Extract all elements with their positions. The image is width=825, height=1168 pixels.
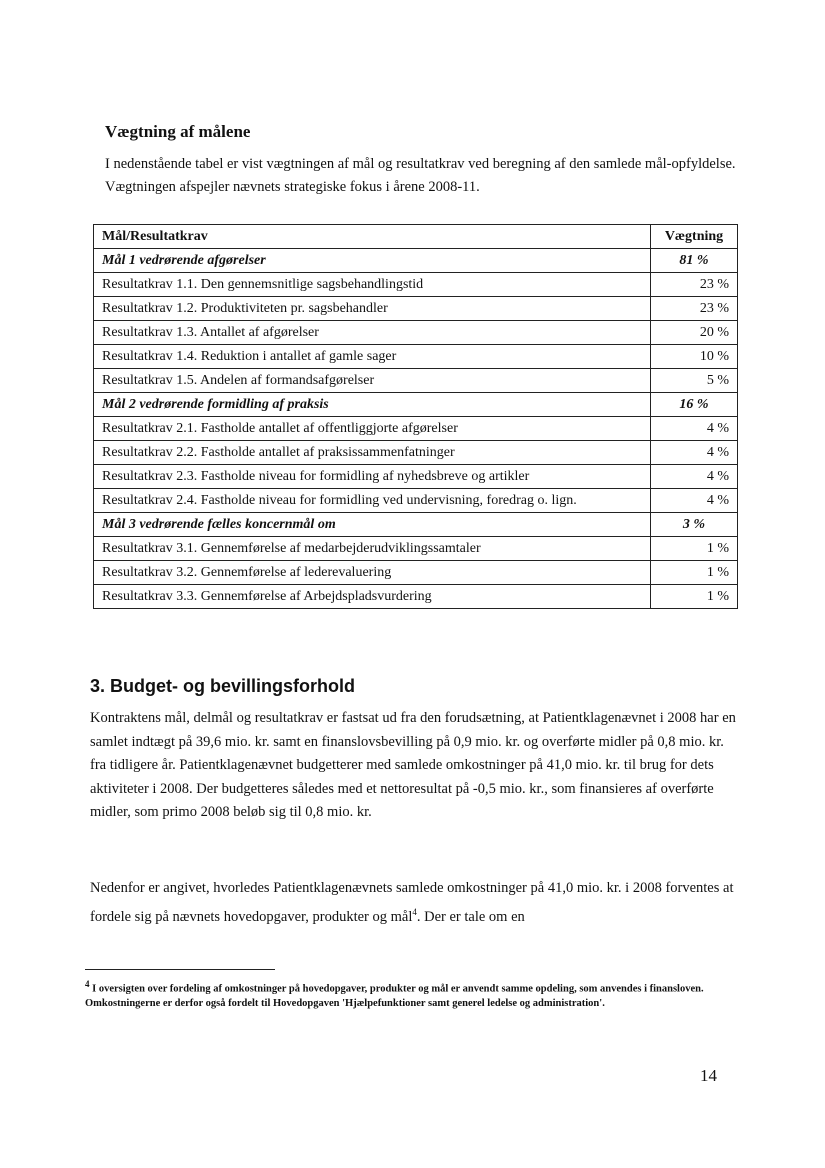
row-label: Resultatkrav 3.1. Gennemførelse af medarbejderudviklingssamtaler (94, 537, 651, 561)
goal-row (94, 393, 738, 417)
row-label: Resultatkrav 1.5. Andelen af formandsafgørelser (94, 369, 651, 393)
requirement-row (94, 297, 738, 321)
row-label: Resultatkrav 1.4. Reduktion i antallet af gamle sager (94, 345, 651, 369)
row-weight: 23 % (651, 297, 738, 321)
row-weight: 20 % (651, 321, 738, 345)
requirement-row (94, 561, 738, 585)
section-heading: Vægtning af målene (105, 122, 251, 141)
row-weight: 3 % (651, 513, 738, 537)
requirement-row (94, 321, 738, 345)
table-header-row (94, 225, 738, 249)
requirement-row (94, 537, 738, 561)
footnote-text: I oversigten over fordeling af omkostninger på hovedopgaver, produkter og mål er anvendt samme opdeling, som anvendes i finansloven. Omkostningerne er derfor også fordelt til Hovedopgaven 'Hjælpefunktioner samt generel ledelse og administration'. (85, 983, 704, 1009)
paragraph-text: Nedenfor er angivet, hvorledes Patientklagenævnets samlede omkostninger på 41,0 mio. kr. i 2008 forventes at fordele sig på nævnets hovedopgaver, produkter og mål (90, 880, 734, 925)
row-label: Resultatkrav 1.3. Antallet af afgørelser (94, 321, 651, 345)
row-label: Resultatkrav 3.2. Gennemførelse af lederevaluering (94, 561, 651, 585)
chapter-heading: 3. Budget- og bevillingsforhold (90, 676, 355, 696)
row-label: Resultatkrav 3.3. Gennemførelse af Arbejdspladsvurdering (94, 585, 651, 609)
row-weight: 1 % (651, 561, 738, 585)
intro-paragraph: I nedenstående tabel er vist vægtningen af mål og resultatkrav ved beregning af den samlede mål-opfyldelse. Vægtningen afspejler nævnets strategiske fokus i årene 2008-11. (105, 156, 736, 195)
footnote (85, 977, 725, 1011)
row-weight: 81 % (651, 249, 738, 273)
row-label: Mål 3 vedrørende fælles koncernmål om (94, 513, 651, 537)
requirement-row (94, 489, 738, 513)
row-weight: 4 % (651, 441, 738, 465)
row-label: Resultatkrav 2.1. Fastholde antallet af offentliggjorte afgørelser (94, 417, 651, 441)
cost-distribution-paragraph (90, 877, 740, 929)
row-label: Resultatkrav 1.1. Den gennemsnitlige sagsbehandlingstid (94, 273, 651, 297)
row-label: Resultatkrav 2.4. Fastholde niveau for formidling ved undervisning, foredrag o. lign. (94, 489, 651, 513)
requirement-row (94, 369, 738, 393)
row-weight: 1 % (651, 585, 738, 609)
footnote-mark: 4 (85, 979, 90, 989)
weighting-table (93, 224, 738, 609)
requirement-row (94, 441, 738, 465)
footnote-reference[interactable]: 4 (412, 906, 417, 917)
row-label: Resultatkrav 2.2. Fastholde antallet af praksissammenfatninger (94, 441, 651, 465)
requirement-row (94, 273, 738, 297)
row-weight: 16 % (651, 393, 738, 417)
requirement-row (94, 585, 738, 609)
row-weight: 10 % (651, 345, 738, 369)
paragraph-text-end: . Der er tale om en (416, 908, 525, 925)
goal-row (94, 249, 738, 273)
requirement-row (94, 417, 738, 441)
requirement-row (94, 345, 738, 369)
row-label: Mål 2 vedrørende formidling af praksis (94, 393, 651, 417)
goal-row (94, 513, 738, 537)
requirement-row (94, 465, 738, 489)
header-weight: Vægtning (651, 225, 738, 249)
row-weight: 4 % (651, 417, 738, 441)
header-goal: Mål/Resultatkrav (94, 225, 651, 249)
row-label: Mål 1 vedrørende afgørelser (94, 249, 651, 273)
row-weight: 4 % (651, 489, 738, 513)
row-weight: 4 % (651, 465, 738, 489)
footnote-divider (85, 969, 275, 970)
row-weight: 5 % (651, 369, 738, 393)
page-number: 14 (700, 1066, 717, 1085)
row-weight: 23 % (651, 273, 738, 297)
row-label: Resultatkrav 1.2. Produktiviteten pr. sagsbehandler (94, 297, 651, 321)
row-label: Resultatkrav 2.3. Fastholde niveau for formidling af nyhedsbreve og artikler (94, 465, 651, 489)
table-body (94, 249, 738, 609)
row-weight: 1 % (651, 537, 738, 561)
budget-paragraph: Kontraktens mål, delmål og resultatkrav er fastsat ud fra den forudsætning, at Patientklagenævnet i 2008 har en samlet indtægt på 39,6 mio. kr. samt en finanslovsbevilling på 0,9 mio. kr. og overførte midler på 0,8 mio. kr. fra tidligere år. Patientklagenævnet budgetterer med samlede omkostninger på 41,0 mio. kr. til brug for dets aktiviteter i 2008. Der budgetteres således med et nettoresultat på -0,5 mio. kr., som finansieres af overførte midler, som primo 2008 beløb sig til 0,8 mio. kr. (90, 710, 736, 820)
